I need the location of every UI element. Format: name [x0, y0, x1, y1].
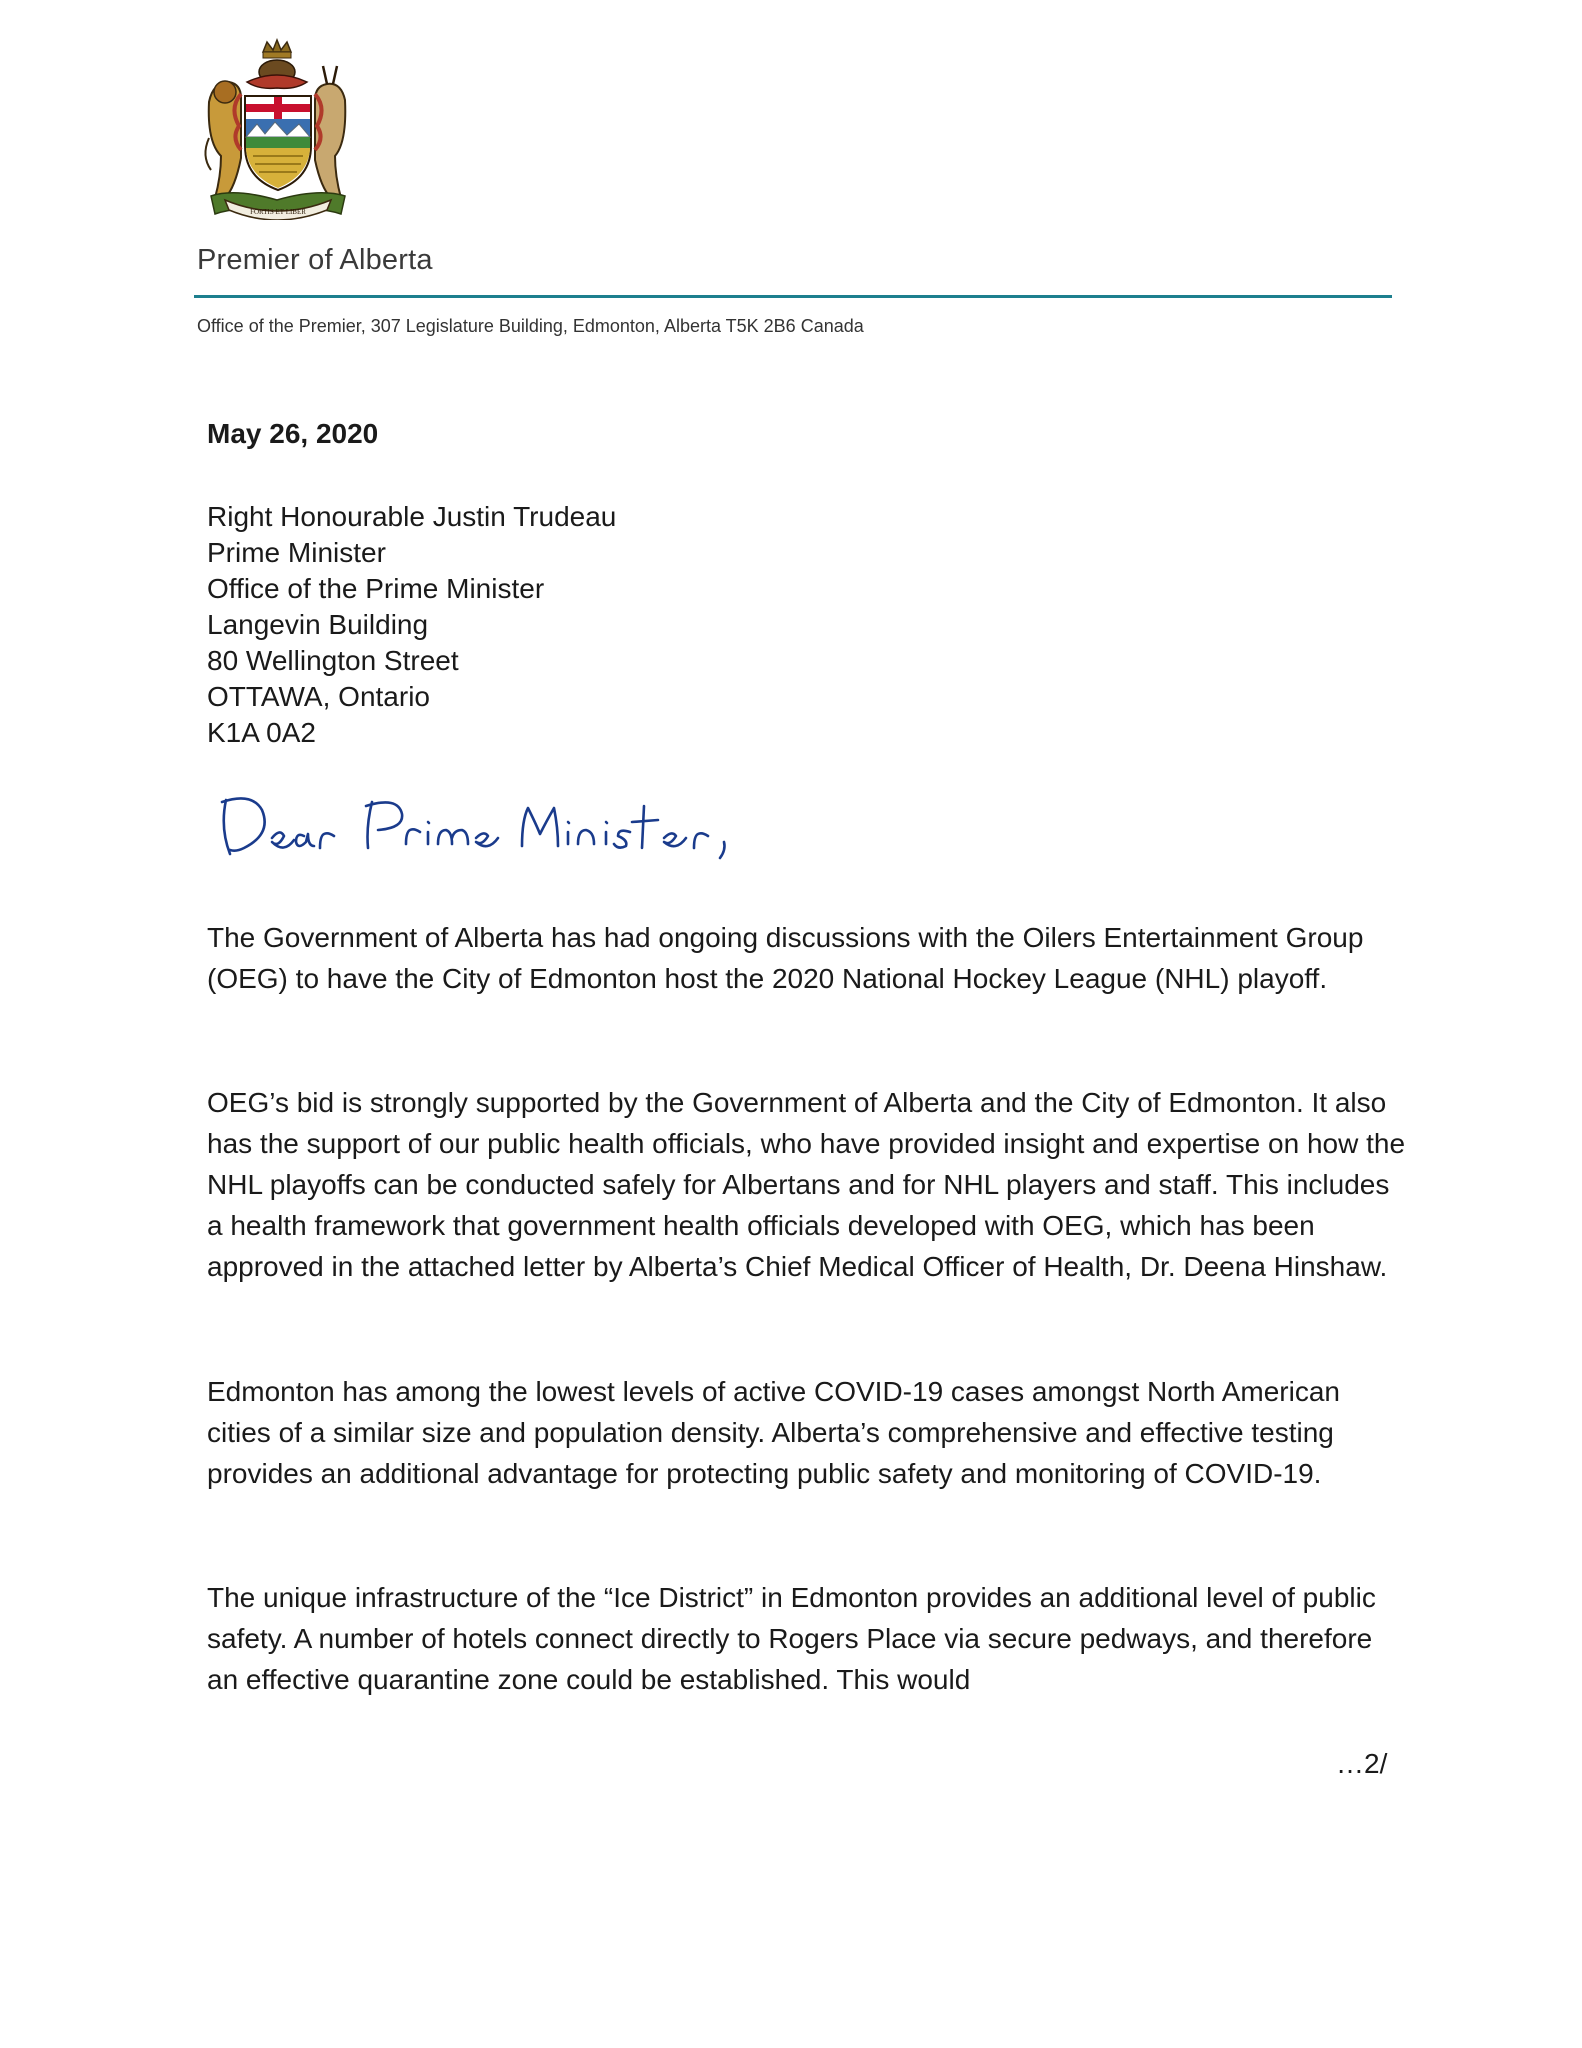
body-paragraph: The Government of Alberta has had ongoing discussions with the Oilers Entertainment Group (OEG) to have the City of Edmonton host the 2020 National Hockey League (NHL) playoff.: [207, 922, 1364, 994]
alberta-coat-of-arms-icon: [195, 38, 360, 220]
handwritten-salutation: [218, 788, 738, 868]
letter-date: May 26, 2020: [207, 418, 379, 449]
letterhead-divider: [194, 295, 1392, 298]
recipient-name: Right Honourable Justin Trudeau: [207, 501, 617, 532]
recipient-postal-code: K1A 0A2: [207, 717, 316, 748]
body-paragraph: OEG’s bid is strongly supported by the Government of Alberta and the City of Edmonton. It also has the support of our public health officials, who have provided insight and expertise on how the NHL playoffs can be conducted safely for Albertans and for NHL players and staff. This includes a health framework that government health officials developed with OEG, which has been approved in the attached letter by Alberta’s Chief Medical Officer of Health, Dr. Deena Hinshaw.: [207, 1087, 1406, 1282]
recipient-address-block: [207, 499, 616, 751]
recipient-office: Office of the Prime Minister: [207, 573, 545, 604]
letterhead-address: Office of the Premier, 307 Legislature Building, Edmonton, Alberta T5K 2B6 Canada: [197, 316, 864, 336]
letterhead-title: Premier of Alberta: [197, 244, 433, 276]
body-paragraph: The unique infrastructure of the “Ice District” in Edmonton provides an additional level of public safety. A number of hotels connect directly to Rogers Place via secure pedways, and therefore an effective quarantine zone could be established. This would: [207, 1582, 1376, 1695]
svg-text:FORTIS ET LIBER: FORTIS ET LIBER: [250, 208, 306, 216]
recipient-building: Langevin Building: [207, 609, 429, 640]
recipient-title: Prime Minister: [207, 537, 386, 568]
recipient-street: 80 Wellington Street: [207, 645, 459, 676]
page-continuation-marker: …2/: [1336, 1748, 1388, 1779]
body-paragraph: Edmonton has among the lowest levels of active COVID-19 cases amongst North American cities of a similar size and population density. Alberta’s comprehensive and effective testing provides an additional advantage for protecting public safety and monitoring of COVID-19.: [207, 1376, 1340, 1489]
recipient-city: OTTAWA, Ontario: [207, 681, 430, 712]
